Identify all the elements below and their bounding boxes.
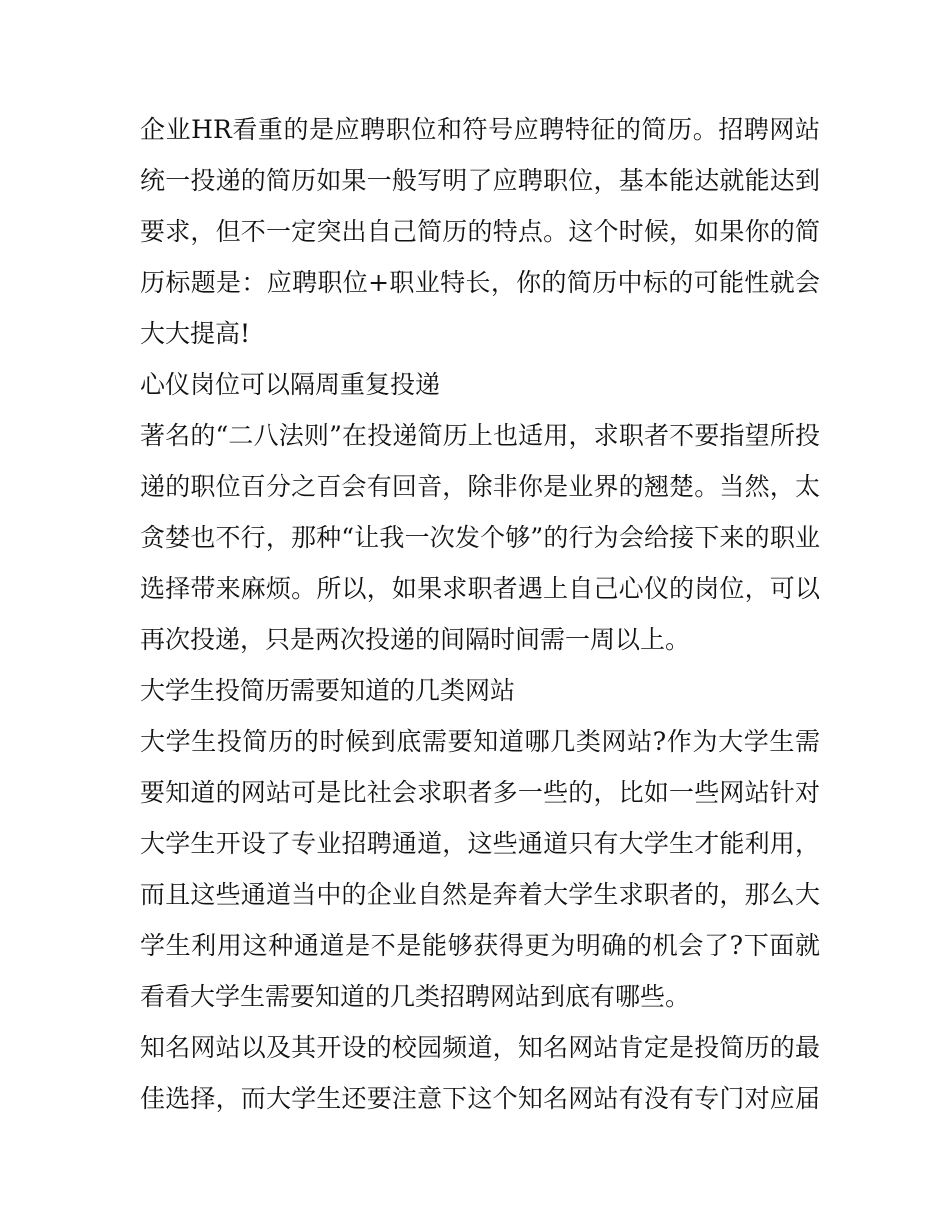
text-line: 要求，但不一定突出自己简历的特点。这个时候，如果你的简 <box>140 217 820 246</box>
text-line: 递的职位百分之百会有回音，除非你是业界的翘楚。当然，太 <box>140 472 820 501</box>
text-line: 贪婪也不行，那种“让我一次发个够”的行为会给接下来的职业 <box>140 523 820 552</box>
text-line: 统一投递的简历如果一般写明了应聘职位，基本能达就能达到 <box>140 166 820 195</box>
document-body <box>140 104 820 1124</box>
text-line: 大学生开设了专业招聘通道，这些通道只有大学生才能利用， <box>140 829 820 858</box>
text-line: 企业HR看重的是应聘职位和符号应聘特征的简历。招聘网站 <box>140 115 820 144</box>
text-line: 再次投递，只是两次投递的间隔时间需一周以上。 <box>140 625 691 654</box>
text-line: 大大提高! <box>140 319 251 348</box>
text-line: 要知道的网站可是比社会求职者多一些的，比如一些网站针对 <box>140 778 820 807</box>
text-line: 佳选择，而大学生还要注意下这个知名网站有没有专门对应届 <box>140 1084 820 1113</box>
text-line: 历标题是：应聘职位+职业特长，你的简历中标的可能性就会 <box>140 268 820 297</box>
text-line: 学生利用这种通道是不是能够获得更为明确的机会了?下面就 <box>140 931 820 960</box>
text-line: 而且这些通道当中的企业自然是奔着大学生求职者的，那么大 <box>140 880 820 909</box>
text-line: 选择带来麻烦。所以，如果求职者遇上自己心仪的岗位，可以 <box>140 574 820 603</box>
text-line: 大学生投简历的时候到底需要知道哪几类网站?作为大学生需 <box>140 727 820 756</box>
section-heading: 大学生投简历需要知道的几类网站 <box>140 676 516 705</box>
text-line: 著名的“二八法则”在投递简历上也适用，求职者不要指望所投 <box>140 421 820 450</box>
text-line: 知名网站以及其开设的校园频道，知名网站肯定是投简历的最 <box>140 1033 820 1062</box>
section-heading: 心仪岗位可以隔周重复投递 <box>140 370 441 399</box>
text-line: 看看大学生需要知道的几类招聘网站到底有哪些。 <box>140 982 691 1011</box>
